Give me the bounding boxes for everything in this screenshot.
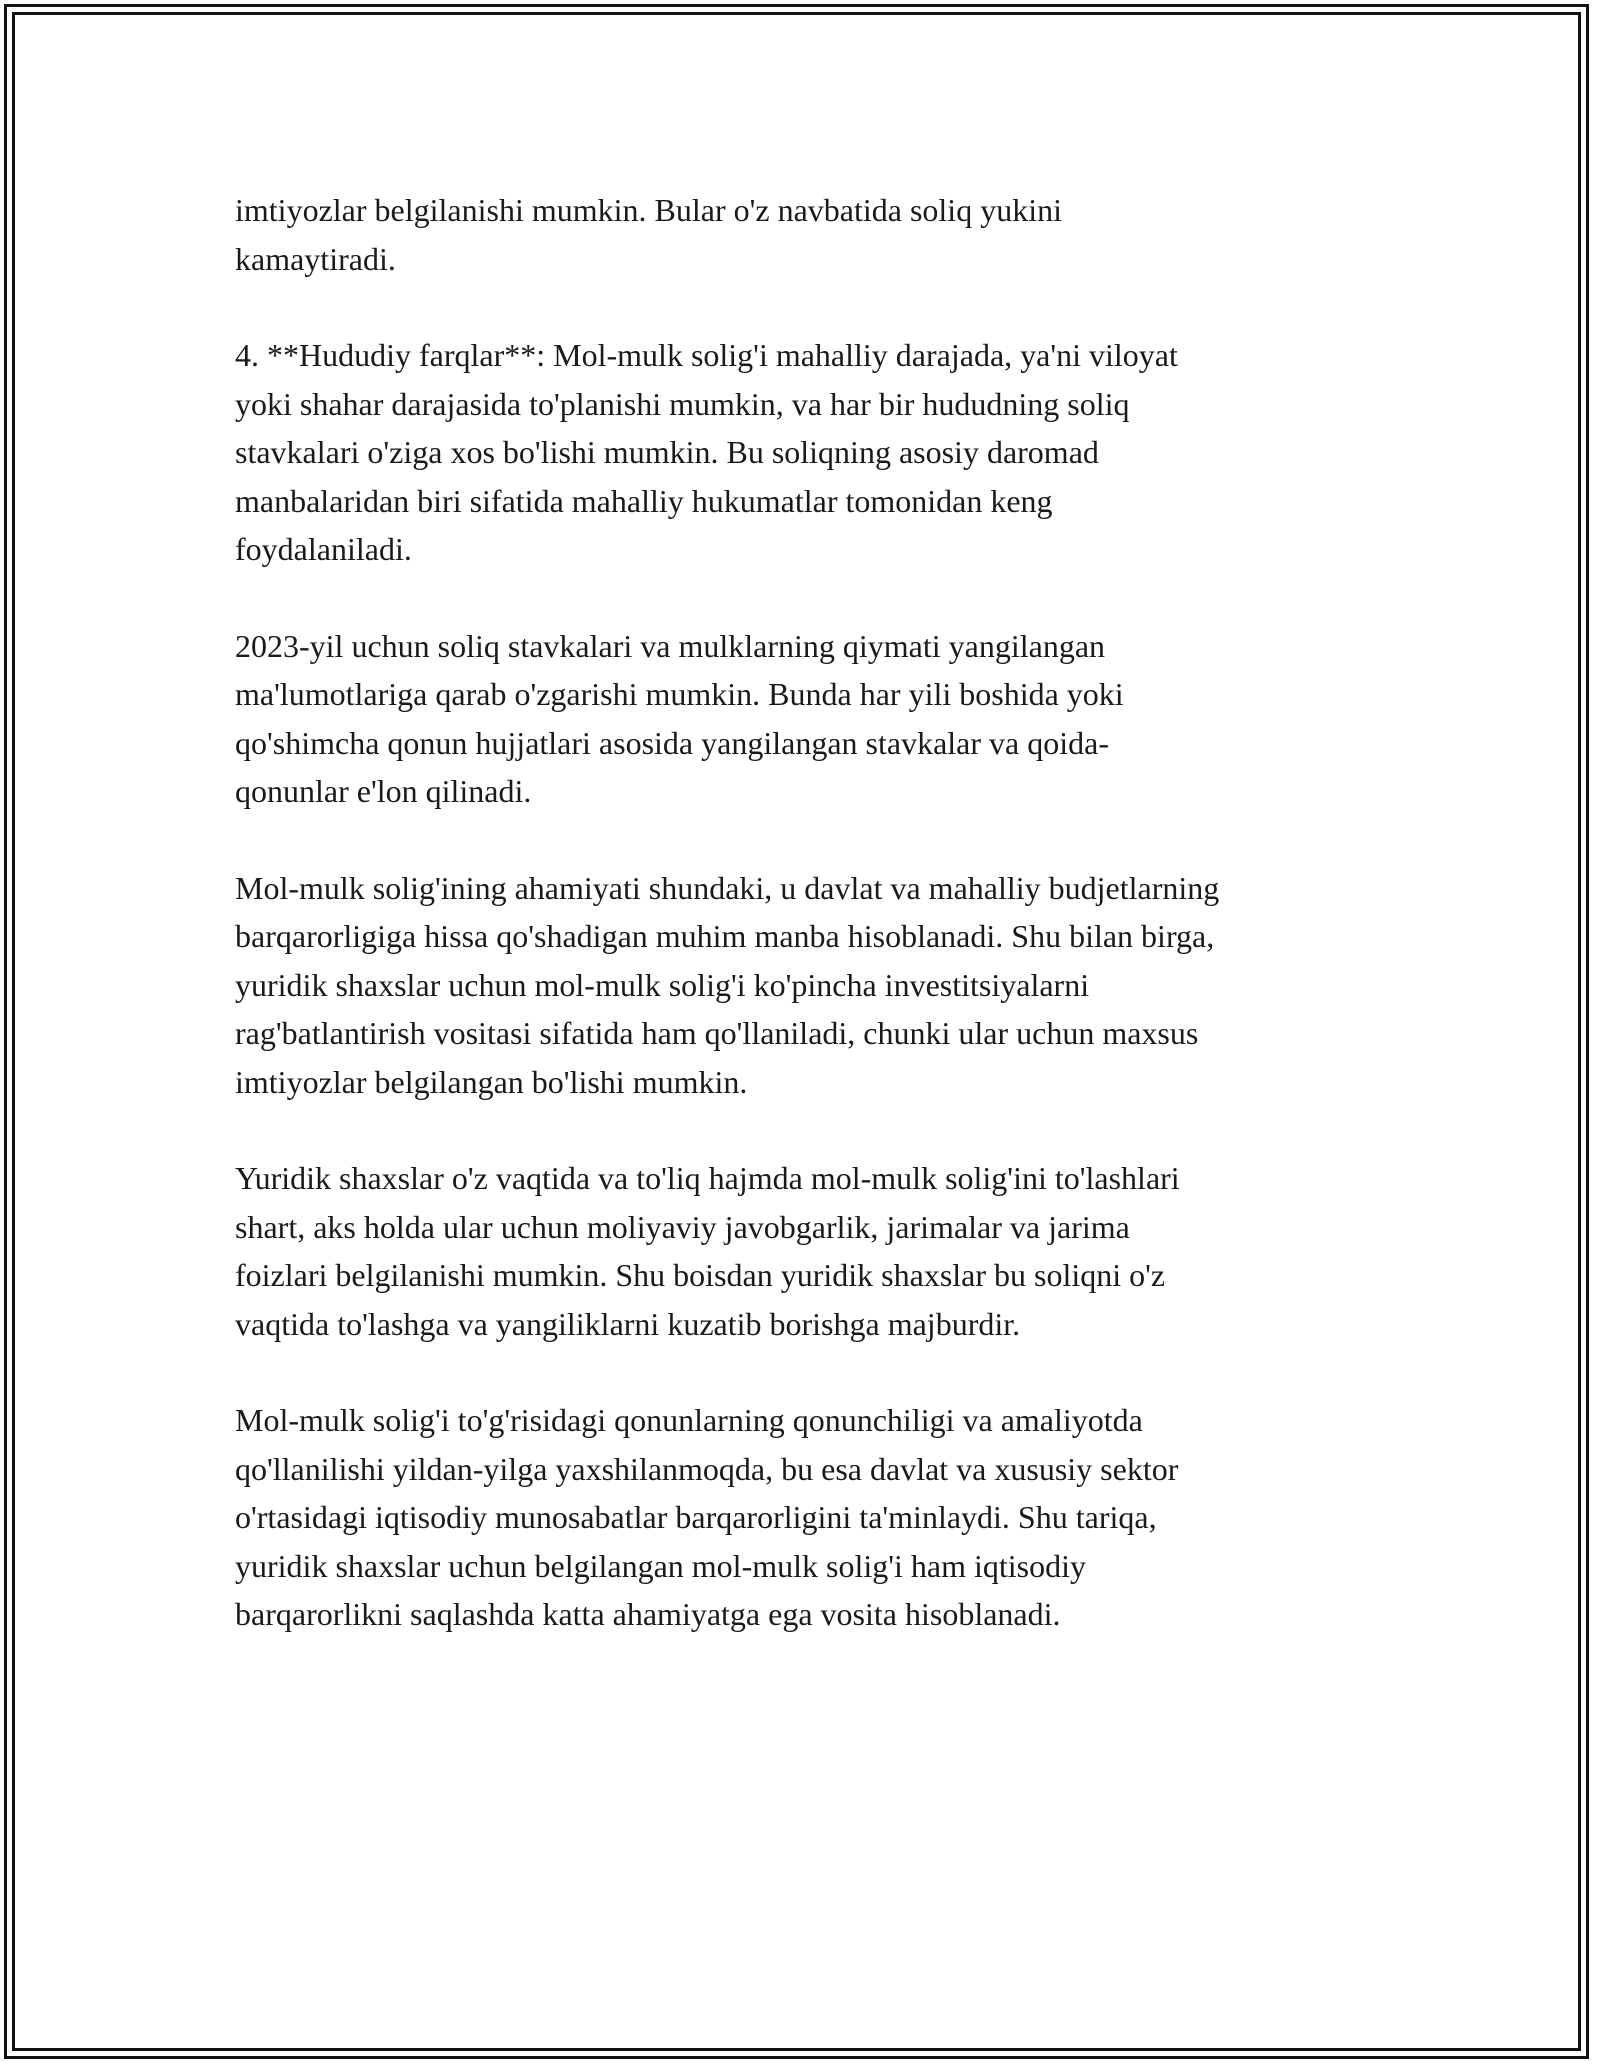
text-line: 2023-yil uchun soliq stavkalari va mulklarning qiymati yangilangan (235, 627, 1106, 664)
paragraph-4 (235, 864, 1375, 1107)
text-line: shart, aks holda ular uchun moliyaviy javobgarlik, jarimalar va jarima (235, 1208, 1130, 1245)
text-line: rag'batlantirish vositasi sifatida ham qo'llaniladi, chunki ular uchun maxsus (235, 1015, 1199, 1051)
text-line: o'rtasidagi iqtisodiy munosabatlar barqarorligini ta'minlaydi. Shu tariqa, (235, 1499, 1157, 1535)
paragraph-2 (235, 331, 1375, 574)
text-line: imtiyozlar belgilanishi mumkin. Bular o'z navbatida soliq yukini (235, 192, 1062, 228)
text-line: qonunlar e'lon qilinadi. (235, 773, 532, 809)
paragraph-1 (235, 186, 1375, 283)
text-line: Yuridik shaxslar o'z vaqtida va to'liq hajmda mol-mulk solig'ini to'lashlari (235, 1160, 1180, 1196)
text-line: 4. **Hududiy farqlar**: Mol-mulk solig'i mahalliy darajada, ya'ni viloyat (235, 337, 1178, 373)
text-line: yoki shahar darajasida to'planishi mumkin, va har bir hududning soliq (235, 385, 1130, 422)
text-line: barqarorlikni saqlashda katta ahamiyatga ega vosita hisoblanadi. (235, 1596, 1061, 1632)
text-line: vaqtida to'lashga va yangiliklarni kuzatib borishga majburdir. (235, 1305, 1021, 1342)
text-line: qo'llanilishi yildan-yilga yaxshilanmoqda, bu esa davlat va xususiy sektor (235, 1450, 1179, 1487)
text-line: foizlari belgilanishi mumkin. Shu boisdan yuridik shaxslar bu soliqni o'z (235, 1257, 1166, 1293)
document-body (235, 186, 1375, 1687)
text-line: yuridik shaxslar uchun belgilangan mol-mulk solig'i ham iqtisodiy (235, 1547, 1086, 1584)
paragraph-3 (235, 622, 1375, 816)
text-line: stavkalari o'ziga xos bo'lishi mumkin. Bu soliqning asosiy daromad (235, 434, 1099, 470)
text-line: Mol-mulk solig'ining ahamiyati shundaki, u davlat va mahalliy budjetlarning (235, 869, 1220, 906)
text-line: manbalaridan biri sifatida mahalliy hukumatlar tomonidan keng (235, 482, 1053, 519)
text-line: foydalaniladi. (235, 531, 412, 567)
text-line: imtiyozlar belgilangan bo'lishi mumkin. (235, 1063, 748, 1100)
text-line: Mol-mulk solig'i to'g'risidagi qonunlarning qonunchiligi va amaliyotda (235, 1402, 1143, 1438)
text-line: ma'lumotlariga qarab o'zgarishi mumkin. Bunda har yili boshida yoki (235, 676, 1124, 712)
text-line: barqarorligiga hissa qo'shadigan muhim manba hisoblanadi. Shu bilan birga, (235, 918, 1215, 954)
text-line: kamaytiradi. (235, 240, 396, 277)
text-line: qo'shimcha qonun hujjatlari asosida yangilangan stavkalar va qoida- (235, 724, 1109, 761)
paragraph-5 (235, 1154, 1375, 1348)
paragraph-6 (235, 1396, 1375, 1639)
text-line: yuridik shaxslar uchun mol-mulk solig'i ko'pincha investitsiyalarni (235, 966, 1090, 1003)
